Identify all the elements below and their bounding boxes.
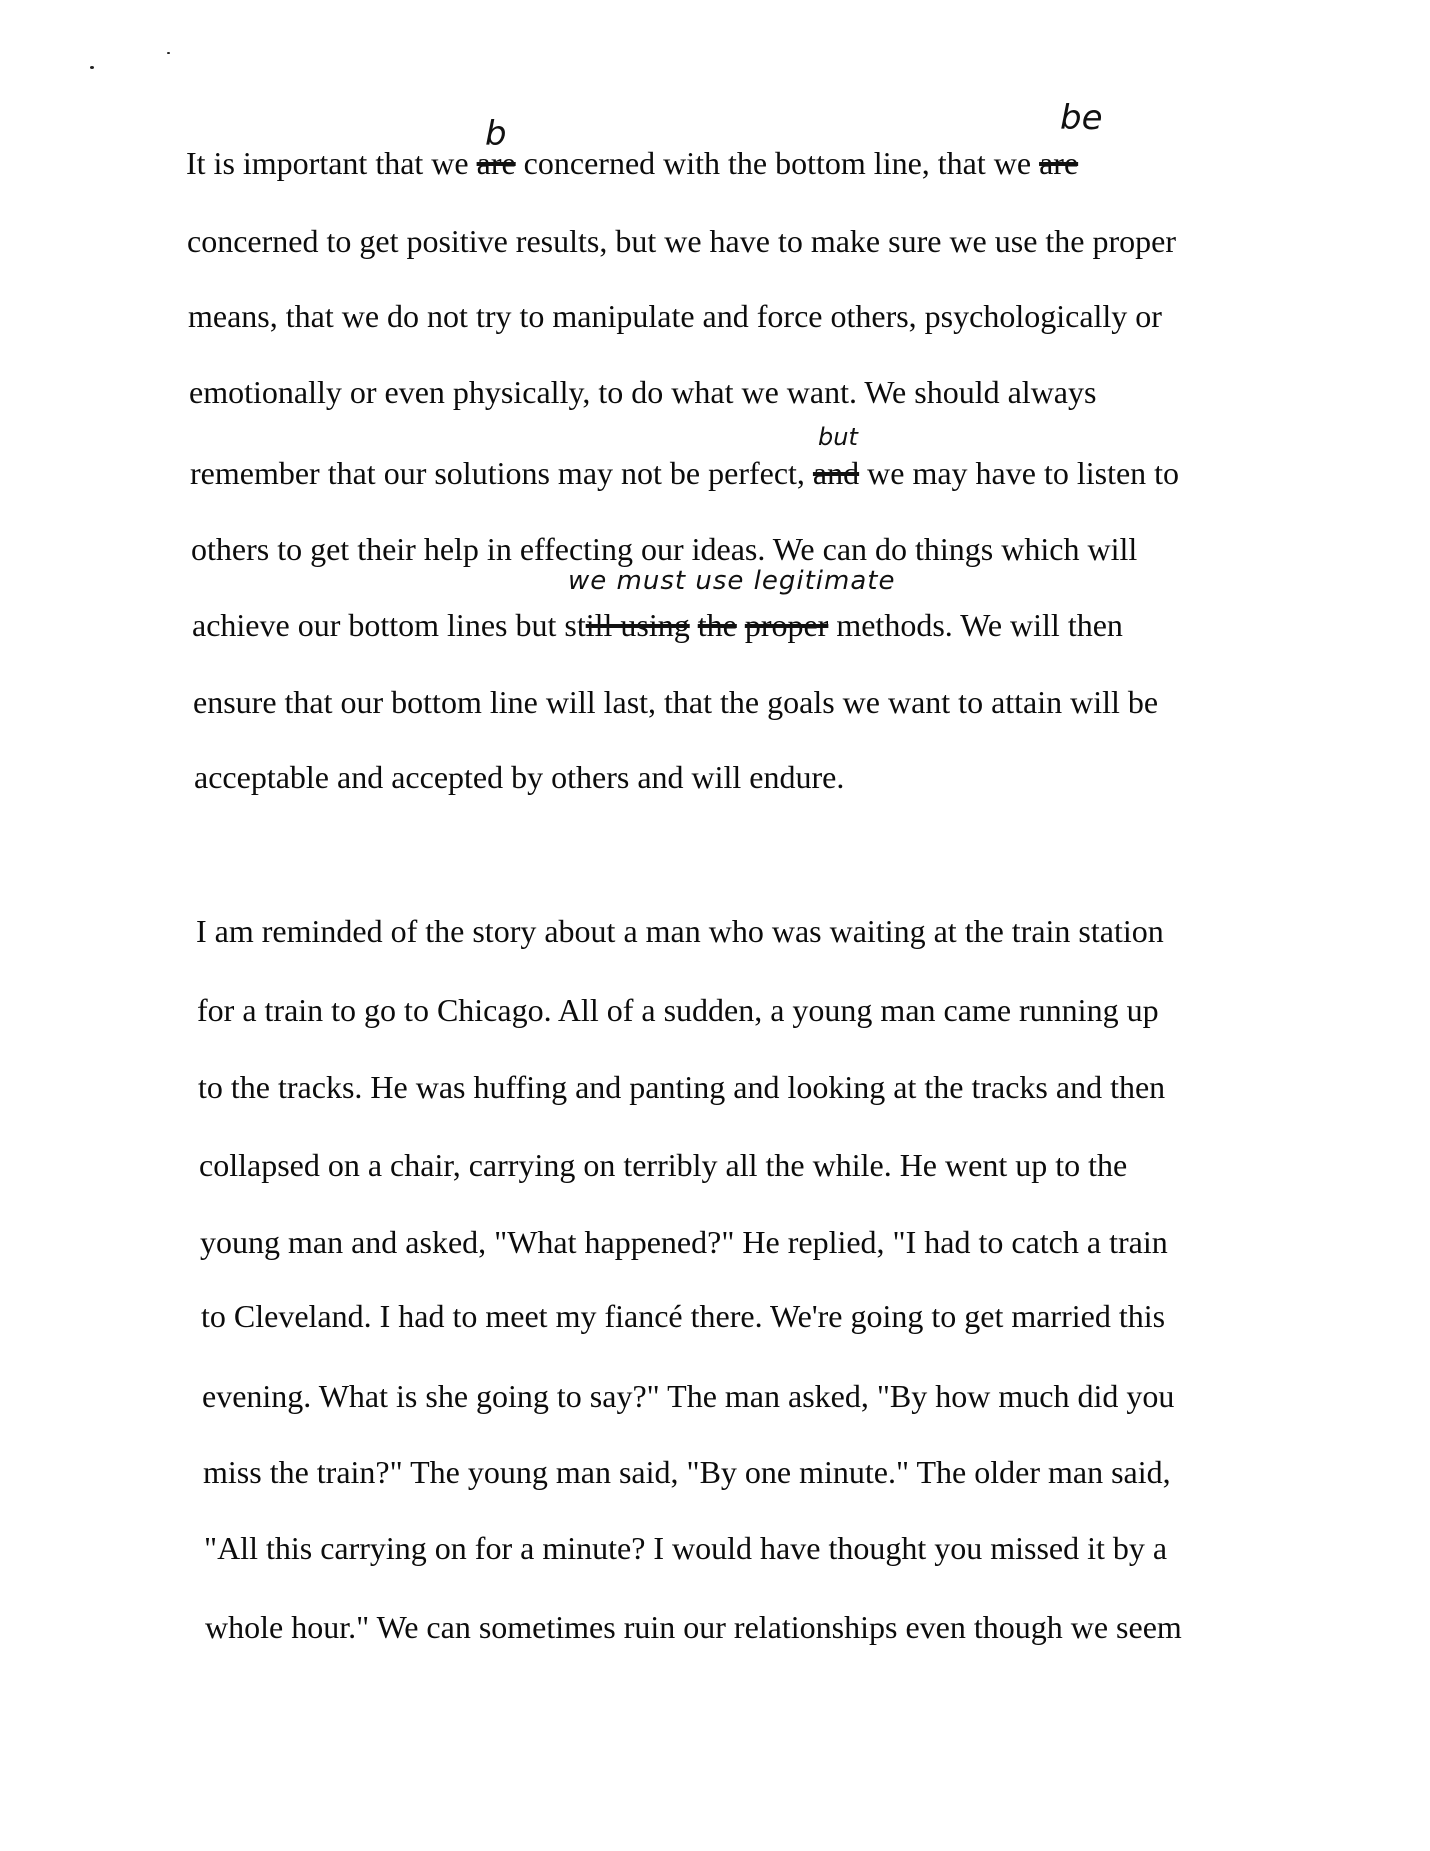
- paragraph-2-line: young man and asked, "What happened?" He replied, "I had to catch a train: [200, 1224, 1168, 1260]
- line-text: methods. We will then: [828, 607, 1123, 643]
- paragraph-2-line: collapsed on a chair, carrying on terribly all the while. He went up to the: [199, 1147, 1128, 1183]
- handwritten-edit: b: [485, 114, 507, 154]
- paragraph-2-line: "All this carrying on for a minute? I would have thought you missed it by a: [204, 1530, 1168, 1566]
- paragraph-2-line: evening. What is she going to say?" The man asked, "By how much did you: [202, 1378, 1175, 1414]
- line-text: It is important that we: [186, 145, 477, 181]
- paragraph-2-line: to the tracks. He was huffing and panting and looking at the tracks and then: [198, 1069, 1166, 1105]
- paragraph-1-line-8: ensure that our bottom line will last, that the goals we want to attain will be: [193, 684, 1159, 720]
- paragraph-1-line-4: emotionally or even physically, to do what we want. We should always: [189, 374, 1097, 410]
- paragraph-2-line: for a train to go to Chicago. All of a sudden, a young man came running up: [197, 992, 1159, 1028]
- paragraph-2-line: whole hour." We can sometimes ruin our relationships even though we seem: [205, 1609, 1182, 1645]
- paragraph-1-line-6: others to get their help in effecting our ideas. We can do things which will: [191, 531, 1138, 567]
- line-text: achieve our bottom lines but st: [192, 607, 586, 643]
- paragraph-1-line-3: means, that we do not try to manipulate and force others, psychologically or: [188, 298, 1162, 334]
- line-text: concerned with the bottom line, that we: [515, 145, 1040, 181]
- struck-word: proper: [744, 607, 829, 643]
- scan-speck: [90, 66, 94, 69]
- struck-word: are: [1039, 145, 1079, 181]
- paragraph-2-line: to Cleveland. I had to meet my fiancé there. We're going to get married this: [201, 1298, 1166, 1334]
- struck-word: the: [697, 607, 737, 643]
- line-text: [737, 607, 745, 643]
- paragraph-2-line: I am reminded of the story about a man who was waiting at the train station: [196, 913, 1164, 949]
- struck-word: and: [812, 455, 860, 491]
- paragraph-1-line-1: [186, 147, 1078, 179]
- scan-speck: [167, 52, 170, 54]
- struck-word: are: [476, 145, 516, 181]
- line-text: [690, 607, 698, 643]
- handwritten-edit: but: [818, 423, 858, 451]
- paragraph-1-line-2: concerned to get positive results, but we have to make sure we use the proper: [187, 223, 1177, 259]
- paragraph-1-line-7: [192, 609, 1123, 641]
- paragraph-1-line-5: [190, 457, 1179, 489]
- line-text: remember that our solutions may not be perfect,: [190, 455, 813, 491]
- struck-word: ill using: [585, 607, 690, 643]
- line-text: we may have to listen to: [859, 455, 1180, 491]
- handwritten-edit: be: [1060, 98, 1103, 138]
- paragraph-1-line-9: acceptable and accepted by others and will endure.: [194, 759, 845, 795]
- handwritten-edit: we must use legitimate: [568, 566, 896, 596]
- paragraph-2-line: miss the train?" The young man said, "By one minute." The older man said,: [203, 1454, 1171, 1490]
